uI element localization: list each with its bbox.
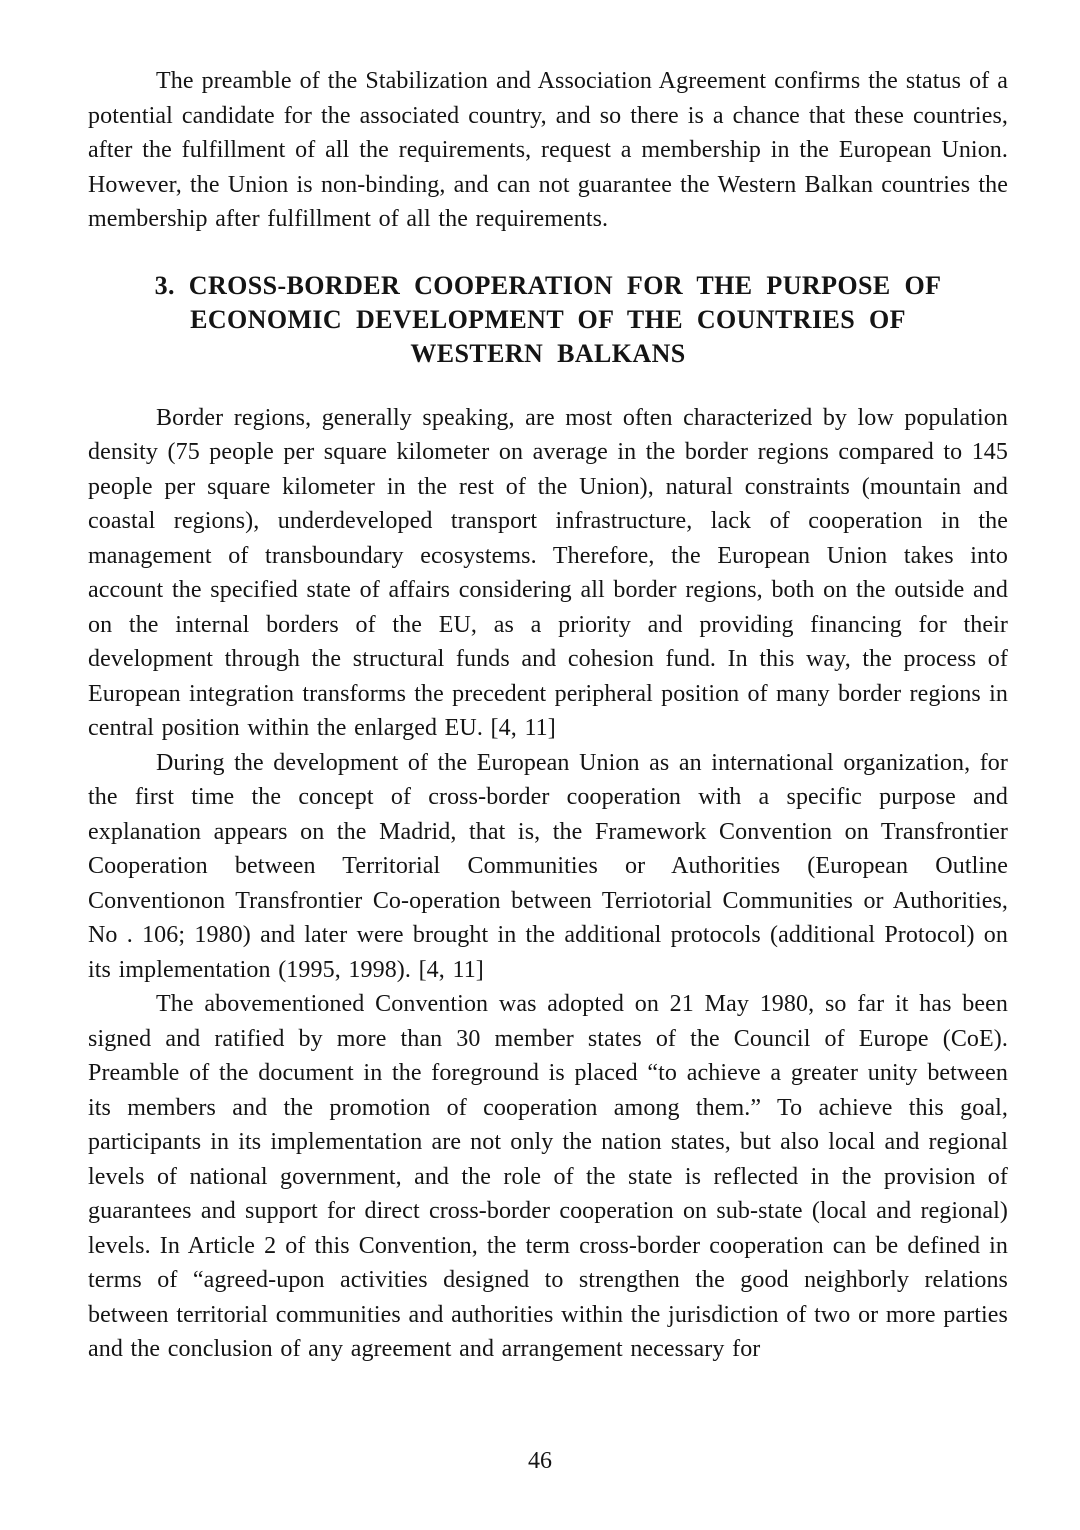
section-heading-line-3: WESTERN BALKANS [410, 338, 686, 368]
section-heading-line-2: ECONOMIC DEVELOPMENT OF THE COUNTRIES OF [190, 304, 906, 334]
paragraph-convention-adoption: The abovementioned Convention was adopted on 21 May 1980, so far it has been signed and ratified by more than 30 member states of the Council of Europe (CoE). Preamble of the document in the foreground is placed “to achieve a greater unity between its members and the promotion of cooperation among them.” To achieve this goal, participants in its implementation are not only the nation states, but also local and regional levels of national government, and the role of the state is reflected in the provision of guarantees and support for direct cross-border cooperation on sub-state (local and regional) levels. In Article 2 of this Convention, the term cross-border cooperation can be defined in terms of “agreed-upon activities designed to strengthen the good neighborly relations between territorial communities and authorities within the jurisdiction of two or more parties and the conclusion of any agreement and arrangement necessary for [88, 991, 1008, 1362]
paragraph-madrid-convention: During the development of the European Union as an international organization, for the first time the concept of cross-border cooperation with a specific purpose and explanation appears on the Madrid, that is, the Framework Convention on Transfrontier Cooperation between Territorial Communities or Authorities (European Outline Conventionon Transfrontier Co-operation between Terriotorial Communities or Authorities, No . 106; 1980) and later were brought in the additional protocols (additional Protocol) on its implementation (1995, 1998). [4, 11] [88, 749, 1008, 983]
page-number: 46 [528, 1448, 552, 1474]
paragraph-intro-saa-preamble: The preamble of the Stabilization and Association Agreement confirms the status of a potential candidate for the associated country, and so there is a chance that these countries, after the fulfillment of all the requirements, request a membership in the European Union. However, the Union is non-binding, and can not guarantee the Western Balkan countries the membership after fulfillment of all the requirements. [88, 68, 1008, 232]
paragraph-border-regions: Border regions, generally speaking, are most often characterized by low population density (75 people per square kilometer on average in the border regions compared to 145 people per square kilometer in the rest of the Union), natural constraints (mountain and coastal regions), underdeveloped transport infrastructure, lack of cooperation in the management of transboundary ecosystems. Therefore, the European Union takes into account the specified state of affairs considering all border regions, both on the outside and on the internal borders of the EU, as a priority and providing financing for their development through the structural funds and cohesion fund. In this way, the process of European integration transforms the precedent peripheral position of many border regions in central position within the enlarged EU. [4, 11] [88, 404, 1008, 741]
section-heading-line-1: 3. CROSS-BORDER COOPERATION FOR THE PURPOSE OF [154, 270, 942, 300]
section-heading [88, 269, 1008, 371]
